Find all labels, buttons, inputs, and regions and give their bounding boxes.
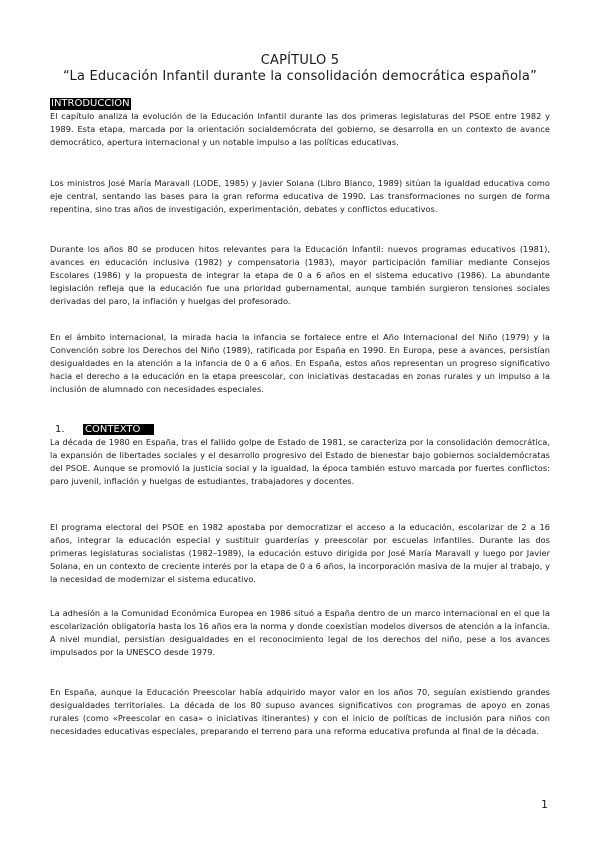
chapter-title: “La Educación Infantil durante la consolidación democrática española”	[62, 69, 538, 84]
paragraph: En el ámbito internacional, la mirada hacia la infancia se fortalece entre el Año Internacional del Niño (1979) y la Convención sobre los Derechos del Niño (1989), ratificada por España en 1990. En Europa, pese a avances, persistían desigualdades en la atención a la infancia de 0 a 6 años. En España, estos años representan un progreso significativo hacia el derecho a la educación en la etapa preescolar, con iniciativas destacadas en zonas rurales y un impulso a la inclusión de alumnado con necesidades especiales.	[50, 332, 550, 395]
paragraph: El capítulo analiza la evolución de la Educación Infantil durante las dos primeras legislaturas del PSOE entre 1982 y 1989. Esta etapa, marcada por la orientación socialdemócrata del gobierno, se desarrolla en un contexto de avance democrático, apertura internacional y un notable impulso a las políticas educativas.	[50, 111, 550, 148]
section-heading-contexto	[55, 424, 154, 436]
paragraph: Los ministros José María Maravall (LODE, 1985) y Javier Solana (Libro Blanco, 1989) sitúan la igualdad educativa como eje central, sentando las bases para la gran reforma educativa de 1990. Las transformaciones no surgen de forma repentina, sino tras años de investigación, experimentación, debates y conflictos educativos.	[50, 178, 550, 215]
paragraph: En España, aunque la Educación Preescolar había adquirido mayor valor en los años 70, seguían existiendo grandes desigualdades territoriales. La década de los 80 supuso avances significativos con programas de apoyo en zonas rurales (como «Preescolar en casa» o iniciativas itinerantes) y con el inicio de políticas de inclusión para niños con necesidades educativas especiales, preparando el terreno para una reforma educativa profunda al final de la década.	[50, 687, 550, 737]
paragraph: La adhesión a la Comunidad Económica Europea en 1986 situó a España dentro de un marco internacional en el que la escolarización obligatoria hasta los 16 años era la norma y donde coexistían modelos diversos de atención a la infancia. A nivel mundial, persistían desigualdades en el reconocimiento legal de los derechos del niño, pese a los avances impulsados por la UNESCO desde 1979.	[50, 608, 550, 658]
paragraph: El programa electoral del PSOE en 1982 apostaba por democratizar el acceso a la educación, escolarizar de 2 a 16 años, integrar la educación especial y sustituir guarderías y preescolar por escuelas infantiles. Durante las dos primeras legislaturas socialistas (1982–1989), la educación estuvo dirigida por José María Maravall y luego por Javier Solana, en un contexto de creciente interés por la etapa de 0 a 6 años, la incorporación masiva de la mujer al trabajo, y la necesidad de modernizar el sistema educativo.	[50, 522, 550, 585]
chapter-number: CAPÍTULO 5	[260, 53, 340, 68]
paragraph: Durante los años 80 se producen hitos relevantes para la Educación Infantil: nuevos programas educativos (1981), avances en educación inclusiva (1982) y compensatoria (1983), mayor participación familiar mediante Consejos Escolares (1986) y la propuesta de integrar la etapa de 0 a 6 años en el sistema educativo (1986). La abundante legislación refleja que la educación fue una prioridad gubernamental, aunque también surgieron tensiones sociales derivadas del paro, la inflación y huelgas del profesorado.	[50, 244, 550, 307]
section-heading-label: CONTEXTO	[83, 424, 154, 435]
section-heading-introduccion: INTRODUCCION	[51, 98, 130, 109]
page-number: 1	[541, 798, 548, 811]
section-number: 1.	[55, 424, 65, 435]
paragraph: La década de 1980 en España, tras el fallido golpe de Estado de 1981, se caracteriza por la consolidación democrática, la expansión de libertades sociales y el desarrollo progresivo del Estado de bienestar bajo gobiernos socialdemócratas del PSOE. Aunque se promovió la justicia social y la igualdad, la época también estuvo marcada por fuertes conflictos: paro juvenil, inflación y huelgas de estudiantes, trabajadores y docentes.	[50, 437, 550, 487]
